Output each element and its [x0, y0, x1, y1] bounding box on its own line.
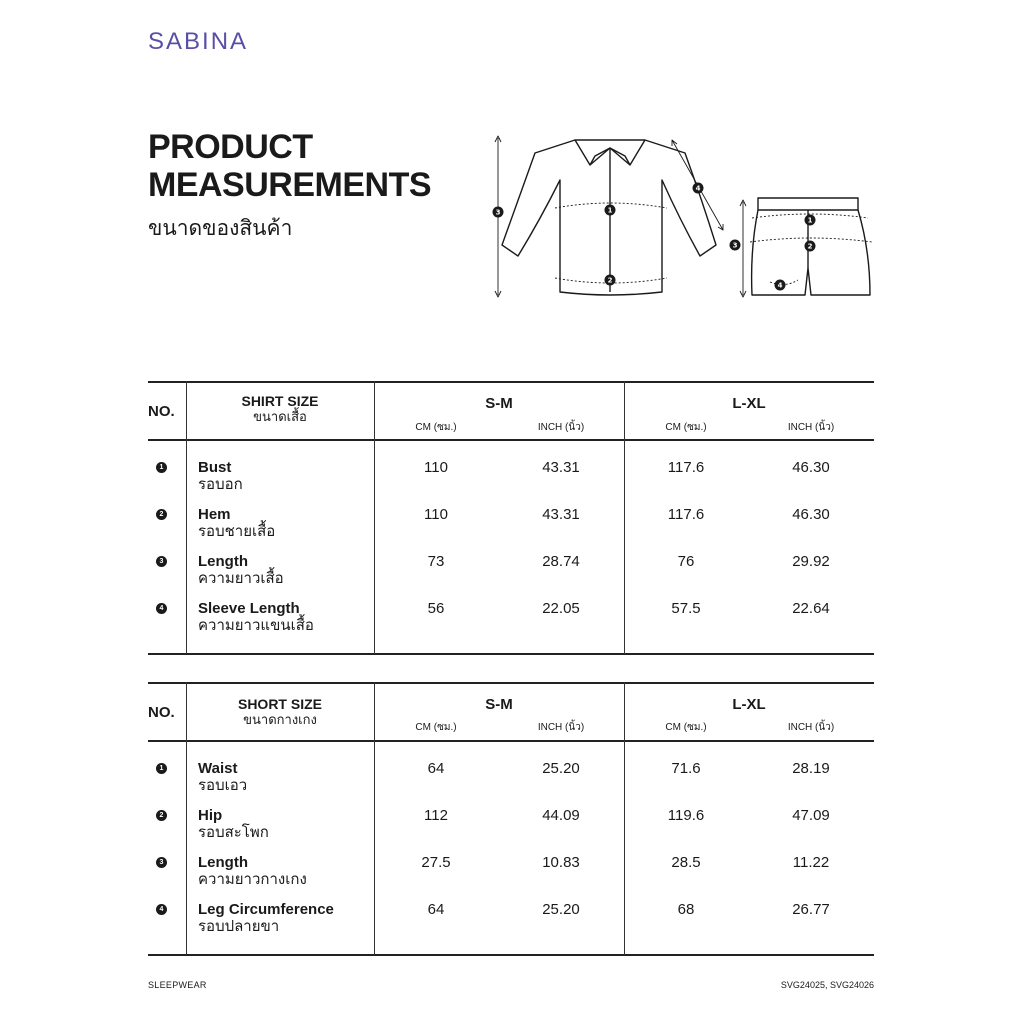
page-subtitle-thai: ขนาดของสินค้า — [148, 217, 293, 240]
unit-header: INCH (นิ้ว) — [787, 422, 835, 433]
unit-header: CM (ซม.) — [665, 722, 707, 733]
brand-logo: SABINA — [148, 28, 249, 55]
group-header-l-xl: L-XL — [732, 696, 766, 713]
table-row: 2 Hem รอบชายเสื้อ 110 43.31 117.6 46.30 — [148, 506, 874, 552]
page-title — [148, 128, 431, 204]
footer-category: SLEEPWEAR — [148, 980, 207, 990]
unit-header: INCH (นิ้ว) — [537, 422, 585, 433]
table-row: 3 Length ความยาวกางเกง 27.5 10.83 28.5 11.22 — [148, 854, 874, 900]
table-row: 1 Waist รอบเอว 64 25.20 71.6 28.19 — [148, 760, 874, 806]
title-line-2: MEASUREMENTS — [148, 166, 432, 204]
column-header-size: SHORT SIZE ขนาดกางเกง — [237, 696, 322, 727]
svg-text:1: 1 — [807, 216, 813, 225]
shirt-outline-icon — [502, 140, 716, 295]
short-size-table — [148, 682, 874, 957]
footer-product-codes: SVG24025, SVG24026 — [780, 980, 874, 990]
title-line-1: PRODUCT — [148, 128, 313, 166]
svg-text:2: 2 — [607, 276, 613, 285]
table-row: 4 Sleeve Length ความยาวแขนเสื้อ 56 22.05 57.5 22.64 — [148, 600, 874, 646]
svg-text:1: 1 — [607, 206, 613, 215]
group-header-s-m: S-M — [485, 395, 513, 412]
table-row: 3 Length ความยาวเสื้อ 73 28.74 76 29.92 — [148, 553, 874, 599]
unit-header: INCH (นิ้ว) — [537, 722, 585, 733]
unit-header: CM (ซม.) — [415, 722, 457, 733]
svg-text:4: 4 — [777, 281, 783, 290]
unit-header: INCH (นิ้ว) — [787, 722, 835, 733]
svg-text:2: 2 — [807, 242, 813, 251]
svg-text:4: 4 — [695, 184, 701, 193]
unit-header: CM (ซม.) — [415, 422, 457, 433]
column-header-no: NO. — [148, 704, 175, 721]
table-row: 4 Leg Circumference รอบปลายขา 64 25.20 68 26.77 — [148, 901, 874, 947]
column-header-size: SHIRT SIZE ขนาดเสื้อ — [241, 393, 319, 424]
column-header-no: NO. — [148, 403, 175, 420]
table-row: 2 Hip รอบสะโพก 112 44.09 119.6 47.09 — [148, 807, 874, 853]
unit-header: CM (ซม.) — [665, 422, 707, 433]
group-header-s-m: S-M — [485, 696, 513, 713]
svg-text:3: 3 — [732, 241, 738, 250]
svg-text:3: 3 — [495, 208, 501, 217]
table-row: 1 Bust รอบอก 110 43.31 117.6 46.30 — [148, 459, 874, 505]
garment-measurement-diagram — [480, 120, 880, 310]
shirt-size-table — [148, 381, 874, 656]
group-header-l-xl: L-XL — [732, 395, 766, 412]
